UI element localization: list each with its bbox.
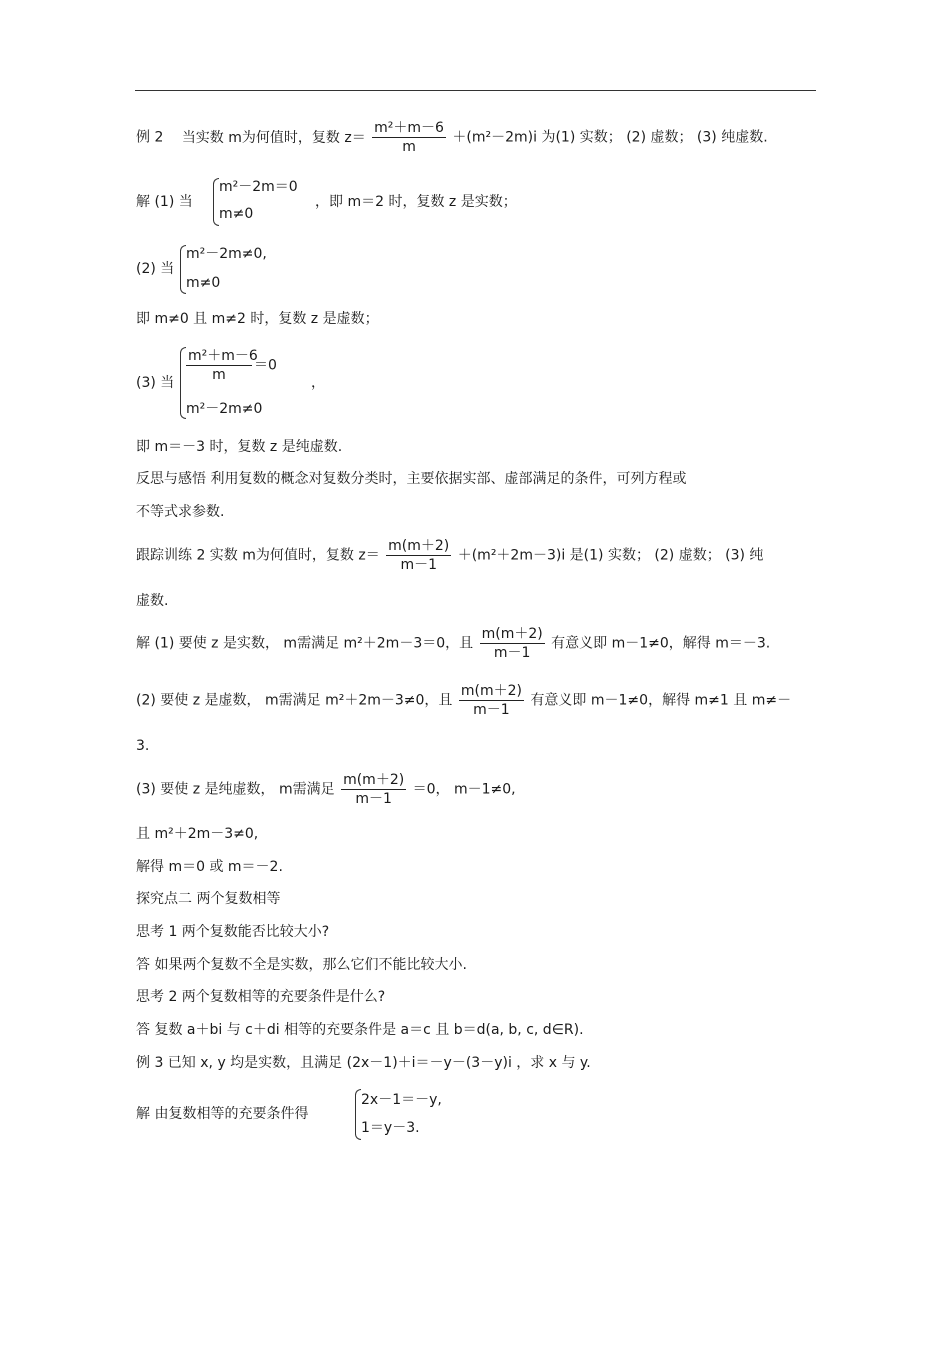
example-2: 例 2 当实数 m为何值时，复数 z＝ $\frac{\text{m²＋m－6}}{m}$ ＋(m²－2m)i 为(1) 实数； (2) 虚数； (3) 纯虚数. [136,120,768,155]
solution-2-intro: (2) 当 [136,261,175,277]
answer-3: (3) 要使 z 是纯虚数， m需满足 $\frac{m(m+2)}{m-1}$ ＝0， m－1≠0, [136,772,516,807]
fraction: $\frac{m(m+2)}{m-1}$ [343,772,405,807]
answer-1: 解 (1) 要使 z 是实数， m需满足 m²＋2m－3＝0，且 $\frac{m(m+2)}{m-1}$ 有意义即 m－1≠0，解得 m＝－3. [136,626,771,661]
example-3: 例 3 已知 x, y 均是实数，且满足 (2x－1)＋i＝－y－(3－y)i ，求 x 与 y. [136,1055,591,1071]
answer-think-2: 答 复数 a＋bi 与 c＋di 相等的充要条件是 a＝c 且 b＝d(a, b, c, d∈R). [136,1022,584,1038]
answer-3-cond: 且 m²＋2m－3≠0, [136,826,259,842]
answer-3-result: 解得 m＝0 或 m＝－2. [136,859,283,875]
think-1: 思考 1 两个复数能否比较大小? [136,924,330,940]
tracking-exercise-2-cont: 虚数. [136,593,169,609]
header-rule [135,90,816,91]
fraction: $\frac{m(m+2)}{m-1}$ [388,538,450,573]
example-2-label: 例 2 [136,129,164,146]
solution-3-intro: (3) 当 [136,375,175,391]
system-row: m²－2m＝0 [219,179,298,195]
system-row: 1＝y－3. [361,1120,420,1136]
fraction: $\frac{\text{m²＋m－6}}{m}$ [188,348,258,383]
think-2: 思考 2 两个复数相等的充要条件是什么? [136,989,386,1005]
fraction: $\frac{m(m+2)}{m-1}$ [460,683,522,718]
answer-think-1: 答 如果两个复数不全是实数，那么它们不能比较大小. [136,957,467,973]
system-row: $\frac{\text{m²＋m－6}}{m}$ ＝0 [188,348,277,383]
system-row: m²－2m≠0 [186,401,263,417]
solution-4-intro: 解 由复数相等的充要条件得 [136,1106,309,1122]
solution-1-result: ，即 m＝2 时，复数 z 是实数； [315,194,517,210]
system-row: 2x－1＝－y, [361,1092,442,1108]
solution-3-result: 即 m＝－3 时，复数 z 是纯虚数. [136,439,343,455]
solution-2-result: 即 m≠0 且 m≠2 时，复数 z 是虚数； [136,311,379,327]
reflection-line-2: 不等式求参数. [136,504,225,520]
reflection-line-1: 反思与感悟 利用复数的概念对复数分类时，主要依据实部、虚部满足的条件，可列方程或 [136,471,687,487]
system-row: m²－2m≠0, [186,246,267,262]
section-heading: 探究点二 两个复数相等 [136,891,281,907]
solution-1-intro: 解 (1) 当 [136,194,193,210]
separator-comma: ， [311,375,325,391]
answer-2-cont: 3. [136,738,150,754]
fraction: $\frac{m(m+2)}{m-1}$ [481,626,543,661]
tracking-exercise-2: 跟踪训练 2 实数 m为何值时，复数 z＝ $\frac{m(m+2)}{m-1}$ ＋(m²＋2m－3)i 是(1) 实数； (2) 虚数； (3) 纯 [136,538,764,573]
system-row: m≠0 [219,206,254,222]
fraction: $\frac{\text{m²＋m－6}}{m}$ [374,120,444,155]
system-row: m≠0 [186,275,221,291]
answer-2: (2) 要使 z 是虚数， m需满足 m²＋2m－3≠0，且 $\frac{m(m+2)}{m-1}$ 有意义即 m－1≠0，解得 m≠1 且 m≠－ [136,683,792,718]
